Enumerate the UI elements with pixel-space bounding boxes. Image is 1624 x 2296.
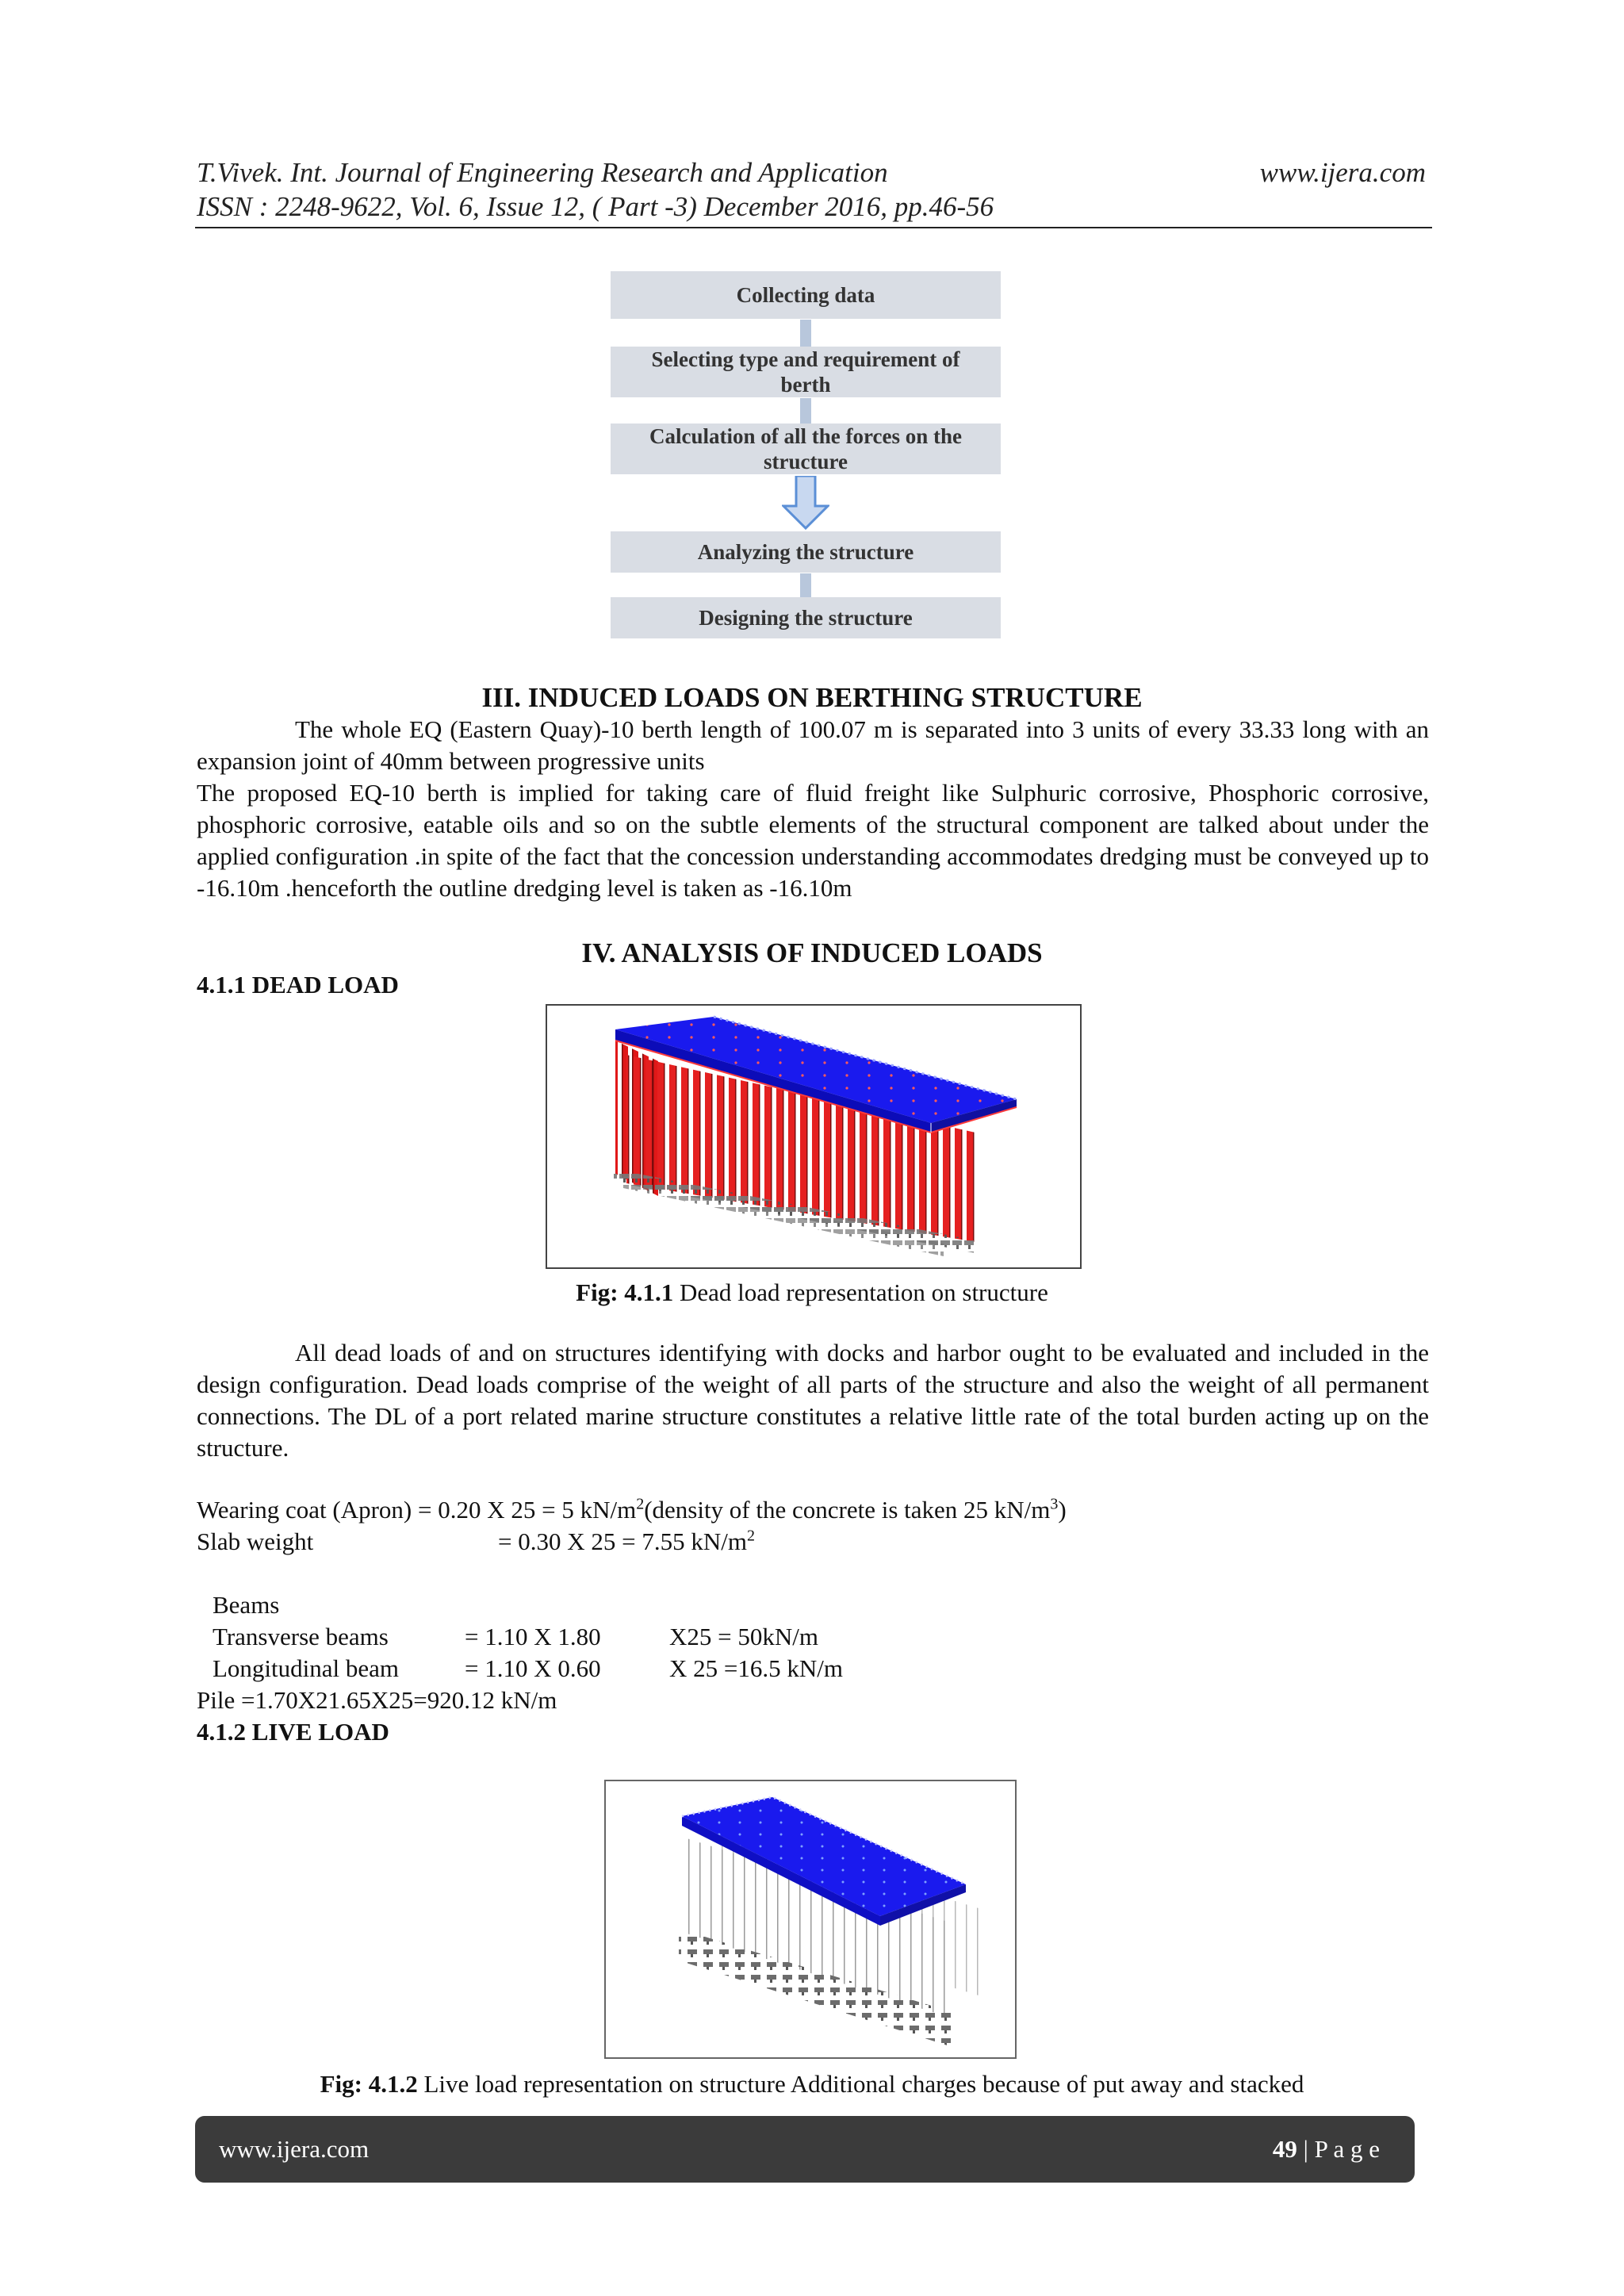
transverse-beams-result: X25 = 50kN/m xyxy=(669,1623,818,1650)
flow-step-5: Designing the structure xyxy=(611,597,1001,638)
flow-step-2: Selecting type and requirement of berth xyxy=(611,347,1001,397)
transverse-beams-dims: = 1.10 X 1.80 xyxy=(465,1623,601,1650)
live-load-fig-caption: Live load representation on structure Additional charges because of put away and stacked xyxy=(423,2070,1304,2098)
longitudinal-beam-dims: = 1.10 X 0.60 xyxy=(465,1654,601,1682)
longitudinal-beam-result: X 25 =16.5 kN/m xyxy=(669,1654,843,1682)
live-load-model-drawing xyxy=(606,1781,1015,2057)
flow-arrow-2 xyxy=(800,398,811,424)
page-label: | P a g e xyxy=(1303,2135,1380,2163)
header-rule xyxy=(195,227,1432,228)
section-4-title: IV. ANALYSIS OF INDUCED LOADS xyxy=(581,937,1043,968)
section-3-title: III. INDUCED LOADS ON BERTHING STRUCTURE xyxy=(481,682,1143,713)
footer-page xyxy=(1273,2135,1380,2164)
flow-arrow-4 xyxy=(800,573,811,597)
slab-weight-value: = 0.30 X 25 = 7.55 kN/m xyxy=(498,1527,747,1555)
wearing-coat-sup2: 3 xyxy=(1050,1495,1059,1513)
live-load-heading: 4.1.2 LIVE LOAD xyxy=(197,1718,389,1746)
live-load-caption xyxy=(0,2068,1624,2100)
section-3-para-2: The proposed EQ-10 berth is implied for taking care of fluid freight like Sulphuric corrosive, Phosphoric corrosive, phosphoric corrosive, eatable oils and so on the subtle elements of the structural component are talked about under the applied configuration .in spite of the fact that the concession understanding accommodates dredging must be conveyed up to -16.10m .henceforth the outline dredging level is taken as -16.10m xyxy=(197,779,1429,902)
journal-title: T.Vivek. Int. Journal of Engineering Research and Application xyxy=(197,157,888,188)
dead-load-caption xyxy=(0,1277,1624,1309)
wearing-coat-line xyxy=(197,1494,1067,1526)
dead-load-para: All dead loads of and on structures identifying with docks and harbor ought to be evaluated and included in the design configuration. Dead loads comprise of the weight of all parts of the structure and also the weight of all permanent connections. The DL of a port related marine structure constitutes a relative little rate of the total burden acting up on the structure. xyxy=(197,1339,1429,1462)
section-3-para-1: The whole EQ (Eastern Quay)-10 berth length of 100.07 m is separated into 3 units of every 33.33 long with an expansion joint of 40mm between progressive units xyxy=(197,715,1429,775)
wearing-coat-sup: 2 xyxy=(636,1495,645,1513)
live-load-fig-label: Fig: 4.1.2 xyxy=(320,2070,418,2098)
footer-website: www.ijera.com xyxy=(219,2135,370,2163)
live-load-figure xyxy=(604,1780,1017,2059)
page-number: 49 xyxy=(1272,2135,1297,2163)
flow-step-1: Collecting data xyxy=(611,271,1001,319)
transverse-beams-label: Transverse beams xyxy=(213,1623,389,1650)
journal-website: www.ijera.com xyxy=(1259,157,1426,188)
flow-arrow-large xyxy=(782,476,829,530)
wearing-coat-close: ) xyxy=(1058,1496,1067,1524)
dead-load-model-drawing xyxy=(547,1006,1080,1267)
pile-load-line: Pile =1.70X21.65X25=920.12 kN/m xyxy=(197,1686,557,1714)
flow-step-4: Analyzing the structure xyxy=(611,531,1001,573)
slab-weight-value-line xyxy=(498,1526,755,1558)
dead-load-fig-caption: Dead load representation on structure xyxy=(680,1278,1048,1306)
beams-label: Beams xyxy=(213,1591,280,1619)
wearing-coat-text: Wearing coat (Apron) = 0.20 X 25 = 5 kN/m xyxy=(197,1496,637,1524)
flow-step-3: Calculation of all the forces on the structure xyxy=(611,424,1001,474)
dead-load-heading: 4.1.1 DEAD LOAD xyxy=(197,971,399,999)
longitudinal-beam-label: Longitudinal beam xyxy=(213,1654,400,1682)
slab-weight-sup: 2 xyxy=(746,1527,755,1545)
journal-issue: ISSN : 2248-9622, Vol. 6, Issue 12, ( Part -3) December 2016, pp.46-56 xyxy=(197,191,994,222)
dead-load-figure xyxy=(546,1004,1082,1269)
slab-weight-label: Slab weight xyxy=(197,1527,314,1555)
wearing-coat-density: (density of the concrete is taken 25 kN/m xyxy=(644,1496,1051,1524)
page-footer xyxy=(195,2116,1415,2183)
dead-load-fig-label: Fig: 4.1.1 xyxy=(576,1278,674,1306)
flow-arrow-1 xyxy=(800,320,811,347)
